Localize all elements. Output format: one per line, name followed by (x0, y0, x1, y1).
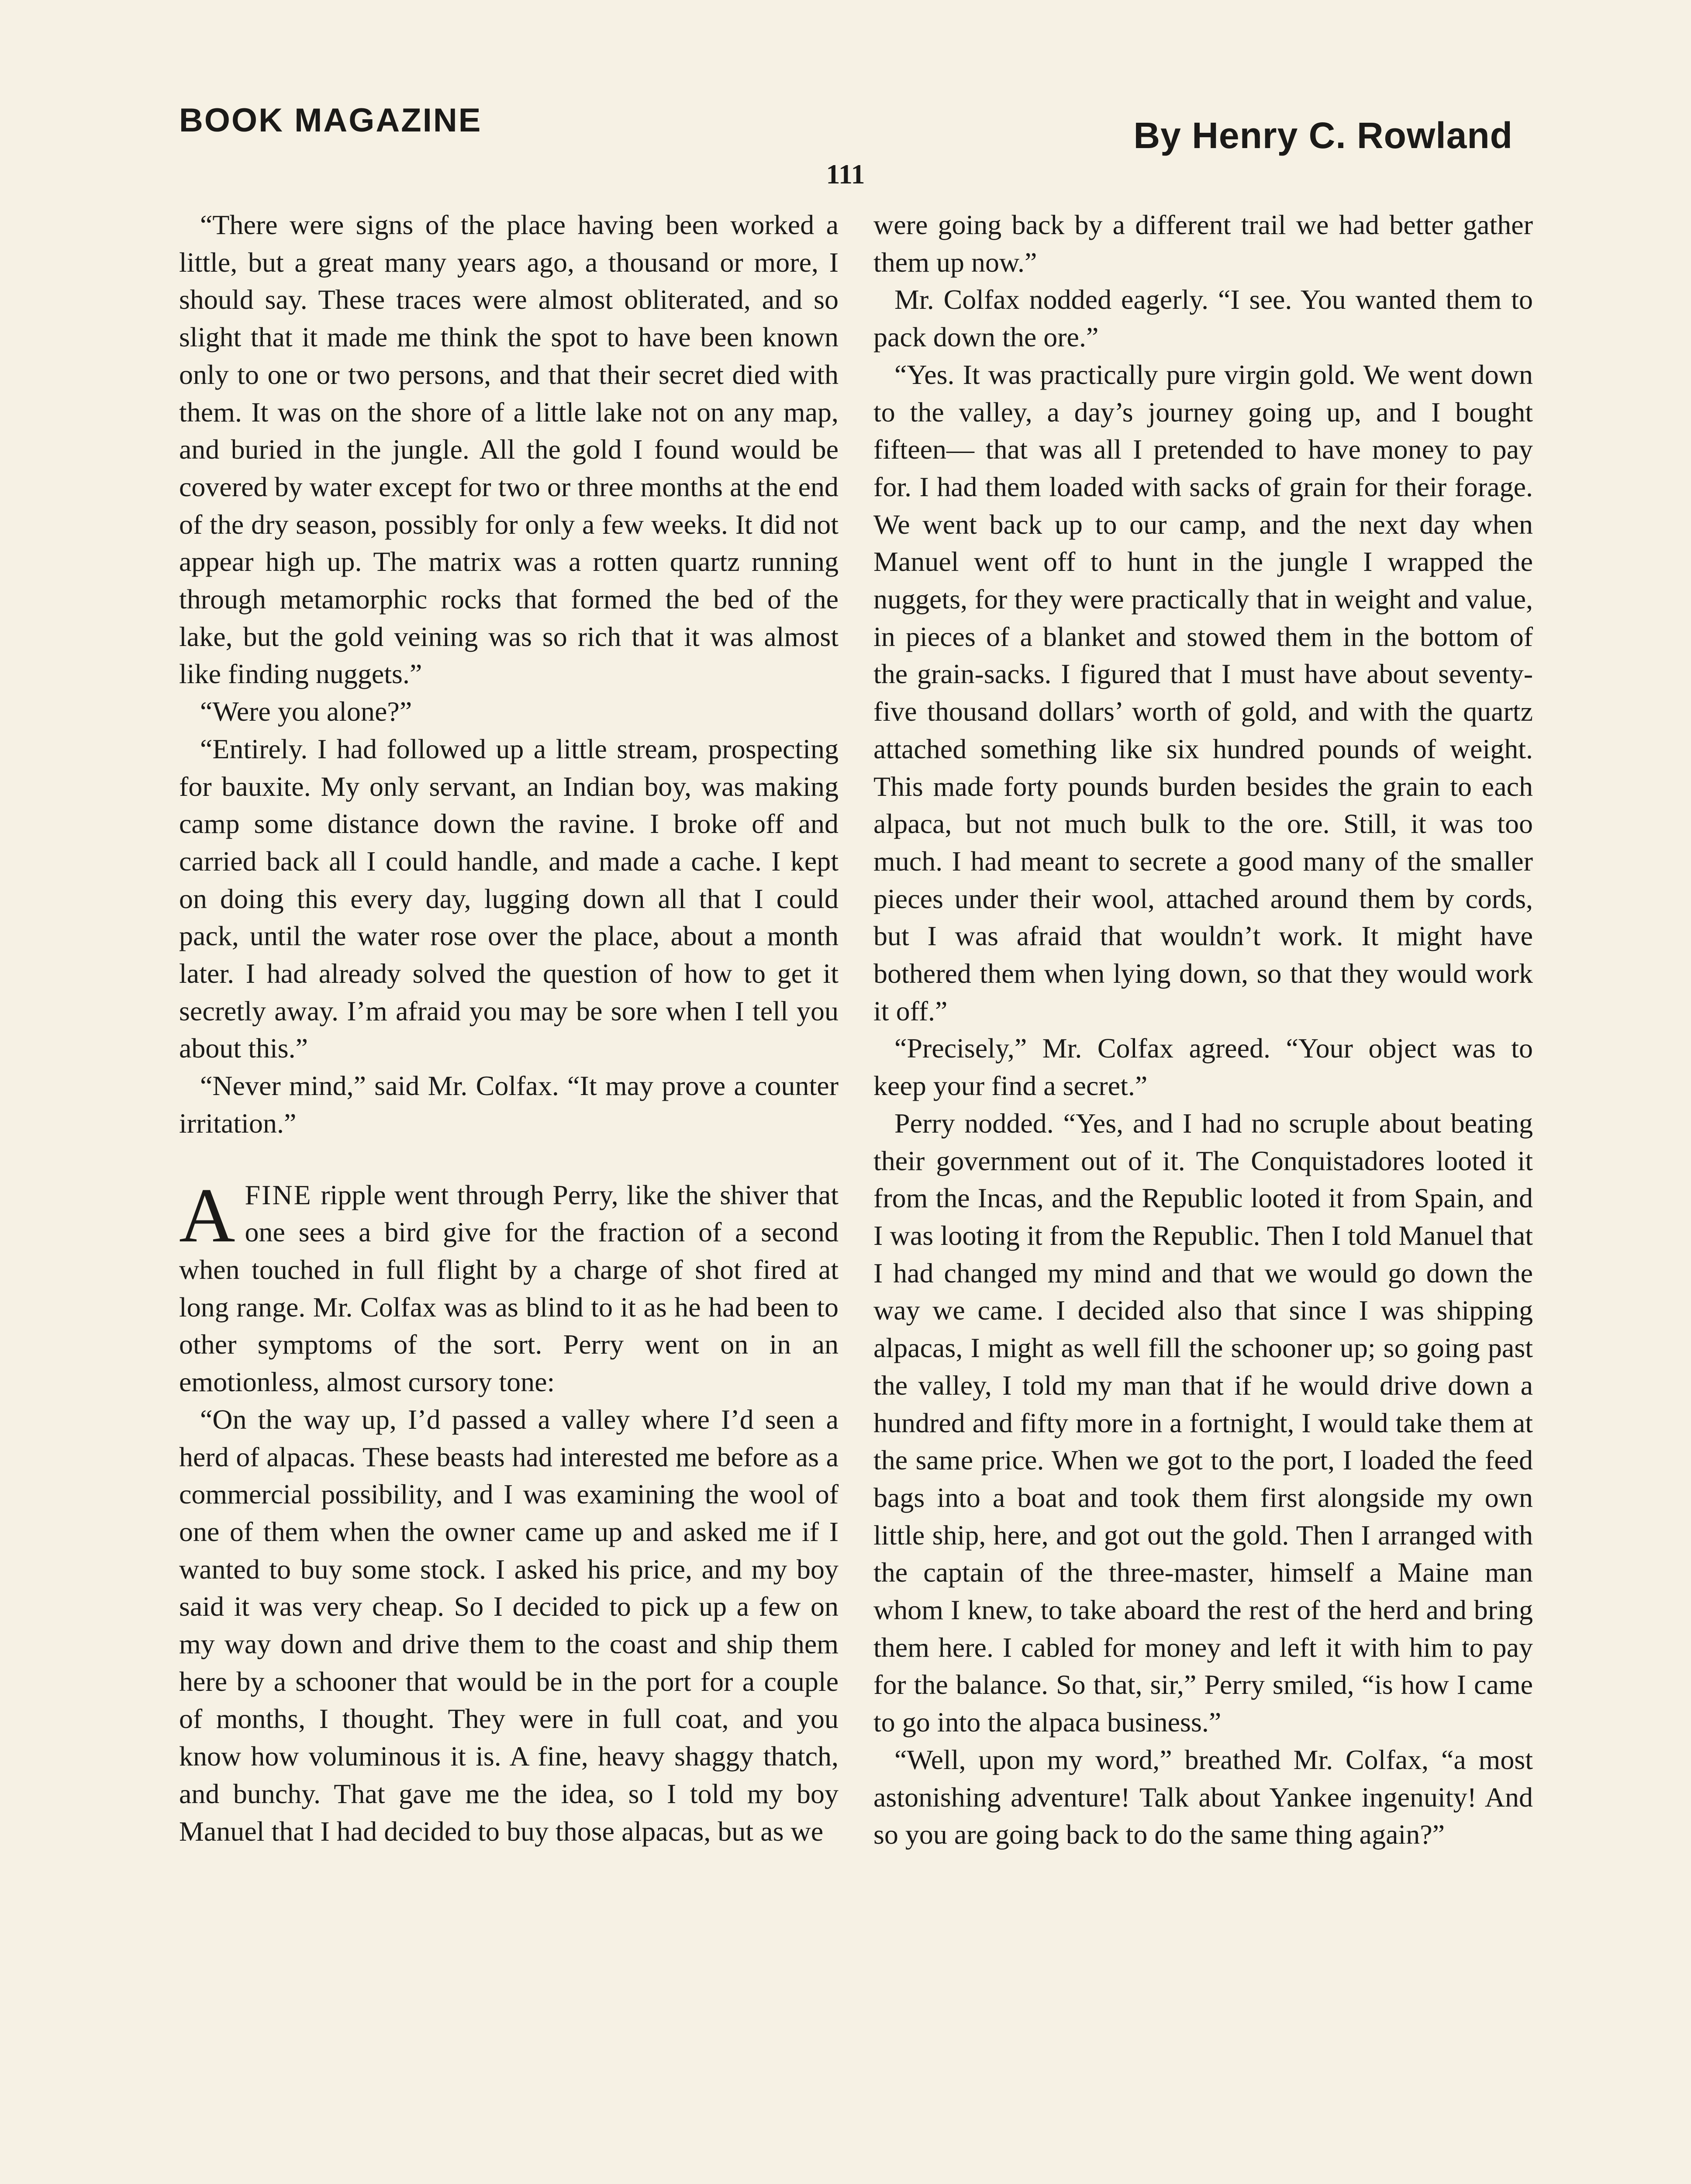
small-caps-lead: FINE (245, 1179, 312, 1210)
section-start-paragraph (179, 1171, 839, 1401)
paragraph: “Were you alone?” (200, 696, 412, 727)
drop-cap: A (179, 1171, 235, 1258)
paragraph: Mr. Colfax nodded eagerly. “I see. You wanted them to pack down the ore.” (873, 284, 1533, 353)
paragraph: “On the way up, I’d passed a valley where I’d seen a herd of alpacas. These beasts had interested me before as a commercial possibility, and I was examining the wool of one of them when the owner came up and asked me if I wanted to buy some stock. I asked his price, and my boy said it was very cheap. So I decided to pick up a few on my way down and drive them to the coast and ship them here by a schooner that would be in the port for a couple of months, I thought. They were in full coat, and you know how voluminous it is. A fine, heavy shaggy thatch, and bunchy. That gave me the idea, so I told my boy Manuel that I had decided to buy those alpacas, but as we (179, 1403, 839, 1847)
left-column (179, 206, 839, 1850)
paragraph: “Yes. It was practically pure virgin gold. We went down to the valley, a day’s journey going up, and I bought fifteen— that was all I pretended to have money to pay for. I had them loaded with sacks of grain for their forage. We went back up to our camp, and the next day when Manuel went off to hunt in the jungle I wrapped the nuggets, for they were practically that in weight and value, in pieces of a blanket and stowed them in the bottom of the grain-sacks. I figured that I must have about seventy-five thousand dollars’ worth of gold, and with the quartz attached something like six hundred pounds of weight. This made forty pounds burden besides the grain to each alpaca, but not much bulk to the ore. Still, it was too much. I had meant to secrete a good many of the smaller pieces under their wool, attached around them by cords, but I was afraid that wouldn’t work. It might have bothered them when lying down, so that they would work it off.” (873, 359, 1533, 1026)
paragraph-text: ripple went through Perry, like the shiver that one sees a bird give for the fraction of a second when touched in full flight by a charge of shot fired at long range. Mr. Colfax was as blind to it as he had been to other symptoms of the sort. Perry went on in an emotionless, almost cursory tone: (179, 1179, 839, 1398)
paragraph: “Never mind,” said Mr. Colfax. “It may prove a counter irritation.” (179, 1070, 839, 1139)
paragraph: “There were signs of the place having been worked a little, but a great many years ago, a thousand or more, I should say. These traces were almost obliterated, and so slight that it made me think the spot to have been known only to one or two persons, and that their secret died with them. It was on the shore of a little lake not on any map, and buried in the jungle. All the gold I found would be covered by water except for two or three months at the end of the dry season, possibly for only a few weeks. It did not appear high up. The matrix was a rotten quartz running through metamorphic rocks that formed the bed of the lake, but the gold veining was so rich that it was almost like finding nuggets.” (179, 209, 839, 690)
magazine-title: BOOK MAGAZINE (179, 102, 482, 139)
paragraph: Perry nodded. “Yes, and I had no scruple about beating their government out of it. The Conquistadores looted it from the Incas, and the Republic looted it from Spain, and I was looting it from the Republic. Then I told Manuel that I had changed my mind and that we would go down the way we came. I decided also that since I was shipping alpacas, I might as well fill the schooner up; so going past the valley, I told my man that if he would drive down a hundred and fifty more in a fortnight, I would take them at the same price. When we got to the port, I loaded the feed bags into a boat and took them first alongside my own little ship, here, and got out the gold. Then I arranged with the captain of the three-master, himself a Maine man whom I knew, to take aboard the rest of the herd and bring them here. I cabled for money and left it with him to pay for the balance. So that, sir,” Perry smiled, “is how I came to go into the alpaca business.” (873, 1107, 1533, 1738)
right-column (873, 206, 1533, 1853)
paragraph-continued: were going back by a different trail we had better gather them up now.” (873, 209, 1533, 278)
author-byline: By Henry C. Rowland (1133, 115, 1513, 156)
paragraph: “Well, upon my word,” breathed Mr. Colfax, “a most astonishing adventure! Talk about Yankee ingenuity! And so you are going back to do the same thing again?” (873, 1744, 1533, 1850)
paragraph: “Entirely. I had followed up a little stream, prospecting for bauxite. My only servant, an Indian boy, was making camp some distance down the ravine. I broke off and carried back all I could handle, and made a cache. I kept on doing this every day, lugging down all that I could pack, until the water rose over the place, about a month later. I had already solved the question of how to get it secretly away. I’m afraid you may be sore when I tell you about this.” (179, 733, 839, 1064)
paragraph: “Precisely,” Mr. Colfax agreed. “Your object was to keep your find a secret.” (873, 1033, 1533, 1102)
page-number: 111 (826, 159, 865, 190)
